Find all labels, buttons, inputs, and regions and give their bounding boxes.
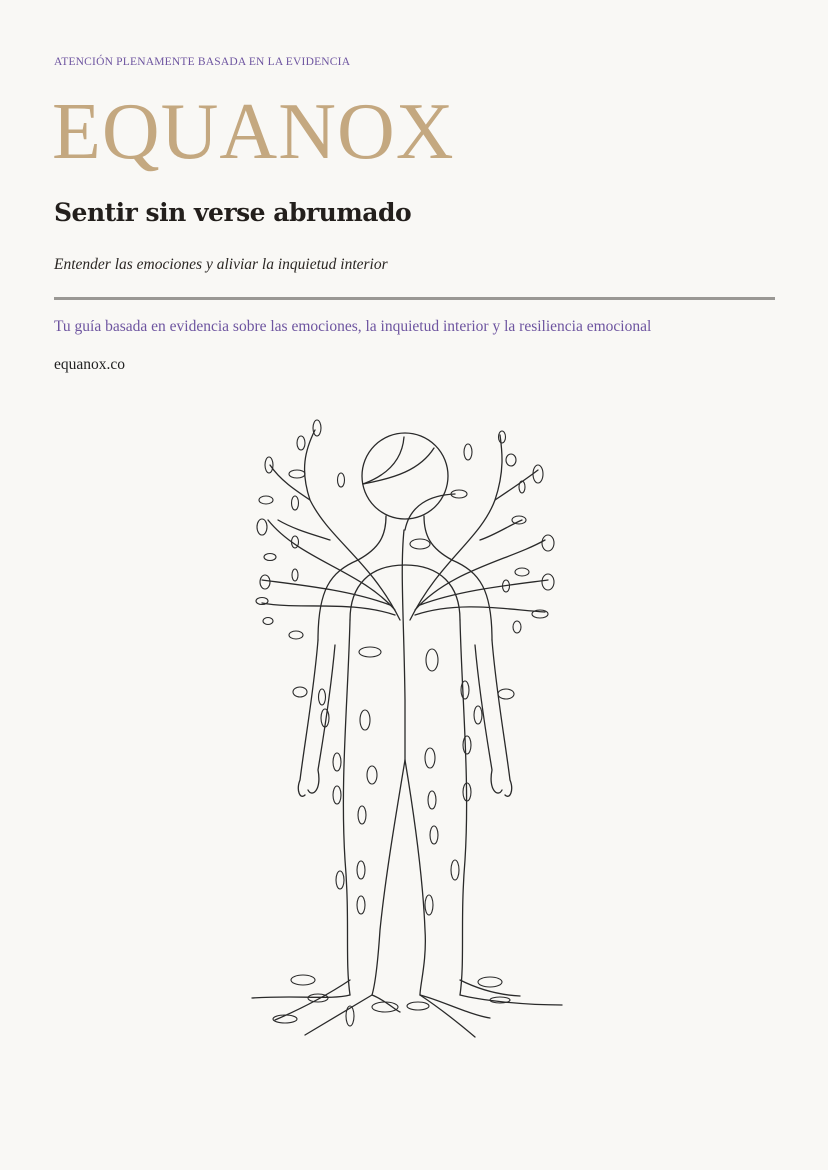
tagline: Tu guía basada en evidencia sobre las emociones, la inquietud interior y la resiliencia emocional — [54, 318, 652, 335]
page-subtitle: Entender las emociones y aliviar la inquietud interior — [54, 256, 388, 273]
brand-wordmark: EQUANOX — [52, 88, 455, 176]
website-link[interactable]: equanox.co — [54, 356, 126, 373]
human-vine-icon — [230, 410, 590, 1050]
eyebrow-label: ATENCIÓN PLENAMENTE BASADA EN LA EVIDENCIA — [54, 56, 351, 68]
vine-figure-illustration — [230, 410, 590, 1050]
divider — [54, 297, 775, 300]
page-title: Sentir sin verse abrumado — [54, 198, 412, 227]
